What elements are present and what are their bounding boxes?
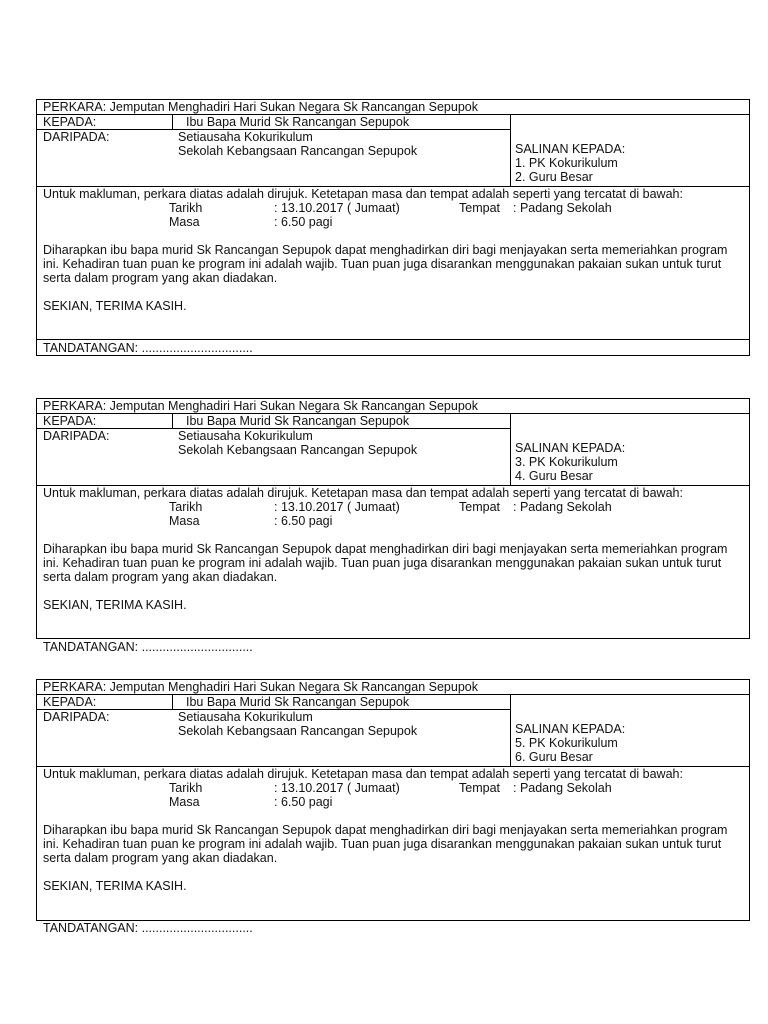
salinan-item-1: 1. PK Kokurikulum [515, 156, 618, 170]
signature-line: TANDATANGAN: ................................ [43, 640, 253, 654]
notice-2 [36, 398, 750, 654]
notice-3 [36, 679, 750, 935]
daripada-label: DARIPADA: [43, 710, 110, 724]
paragraph-line: serta dalam program yang akan diadakan. [43, 271, 278, 285]
notice-body [37, 767, 749, 935]
tarikh-value: : 13.10.2017 ( Jumaat) [274, 500, 400, 514]
body-paragraph [43, 542, 747, 584]
salinan-title: SALINAN KEPADA: [515, 142, 626, 156]
salinan-item-2: 6. Guru Besar [515, 750, 593, 764]
salinan-item-1: 3. PK Kokurikulum [515, 455, 618, 469]
address-block [37, 115, 749, 187]
signature-line: TANDATANGAN: ................................ [43, 341, 253, 355]
salinan-item-1: 5. PK Kokurikulum [515, 736, 618, 750]
tempat-label: Tempat [459, 201, 500, 215]
tarikh-label: Tarikh [169, 781, 203, 795]
body-paragraph [43, 823, 747, 865]
kepada-value: Ibu Bapa Murid Sk Rancangan Sepupok [186, 695, 410, 709]
salinan-title: SALINAN KEPADA: [515, 722, 626, 736]
tempat-label: Tempat [459, 500, 500, 514]
tarikh-value: : 13.10.2017 ( Jumaat) [274, 781, 400, 795]
paragraph-line: ini. Kehadiran tuan puan ke program ini adalah wajib. Tuan puan juga disarankan menggunakan pakaian sukan untuk turut [43, 837, 722, 851]
masa-value: : 6.50 pagi [274, 215, 333, 229]
paragraph-line: Diharapkan ibu bapa murid Sk Rancangan Sepupok dapat menghadirkan diri bagi menjayakan serta memeriahkan program [43, 542, 728, 556]
salinan-item-2: 2. Guru Besar [515, 170, 593, 184]
salinan-block [510, 115, 749, 186]
tarikh-label: Tarikh [169, 201, 203, 215]
kepada-label: KEPADA: [43, 115, 97, 129]
empty-footer-row [37, 339, 749, 355]
salinan-item-2: 4. Guru Besar [515, 469, 593, 483]
daripada-line-2: Sekolah Kebangsaan Rancangan Sepupok [178, 443, 418, 457]
intro-text: Untuk makluman, perkara diatas adalah dirujuk. Ketetapan masa dan tempat adalah seperti yang tercatat di bawah: [43, 767, 683, 781]
tempat-label: Tempat [459, 781, 500, 795]
paragraph-line: Diharapkan ibu bapa murid Sk Rancangan Sepupok dapat menghadirkan diri bagi menjayakan serta memeriahkan program [43, 823, 728, 837]
daripada-line-2: Sekolah Kebangsaan Rancangan Sepupok [178, 144, 418, 158]
intro-text: Untuk makluman, perkara diatas adalah dirujuk. Ketetapan masa dan tempat adalah seperti yang tercatat di bawah: [43, 486, 683, 500]
daripada-line-1: Setiausaha Kokurikulum [178, 130, 313, 144]
intro-text: Untuk makluman, perkara diatas adalah dirujuk. Ketetapan masa dan tempat adalah seperti yang tercatat di bawah: [43, 187, 683, 201]
masa-value: : 6.50 pagi [274, 795, 333, 809]
kepada-label: KEPADA: [43, 414, 97, 428]
daripada-line-1: Setiausaha Kokurikulum [178, 429, 313, 443]
kepada-value: Ibu Bapa Murid Sk Rancangan Sepupok [186, 414, 410, 428]
masa-label: Masa [169, 795, 200, 809]
salinan-title: SALINAN KEPADA: [515, 441, 626, 455]
paragraph-line: ini. Kehadiran tuan puan ke program ini adalah wajib. Tuan puan juga disarankan menggunakan pakaian sukan untuk turut [43, 556, 722, 570]
daripada-line-2: Sekolah Kebangsaan Rancangan Sepupok [178, 724, 418, 738]
paragraph-line: Diharapkan ibu bapa murid Sk Rancangan Sepupok dapat menghadirkan diri bagi menjayakan serta memeriahkan program [43, 243, 728, 257]
daripada-line-1: Setiausaha Kokurikulum [178, 710, 313, 724]
tarikh-value: : 13.10.2017 ( Jumaat) [274, 201, 400, 215]
perkara-line: PERKARA: Jemputan Menghadiri Hari Sukan Negara Sk Rancangan Sepupok [37, 680, 749, 695]
kepada-label: KEPADA: [43, 695, 97, 709]
notice-1 [36, 99, 750, 356]
perkara-line: PERKARA: Jemputan Menghadiri Hari Sukan Negara Sk Rancangan Sepupok [37, 100, 749, 115]
masa-value: : 6.50 pagi [274, 514, 333, 528]
tempat-value: : Padang Sekolah [513, 500, 612, 514]
perkara-line: PERKARA: Jemputan Menghadiri Hari Sukan Negara Sk Rancangan Sepupok [37, 399, 749, 414]
address-block [37, 414, 749, 486]
body-paragraph [43, 243, 747, 285]
paragraph-line: ini. Kehadiran tuan puan ke program ini adalah wajib. Tuan puan juga disarankan menggunakan pakaian sukan untuk turut [43, 257, 722, 271]
masa-label: Masa [169, 215, 200, 229]
salinan-block [510, 695, 749, 766]
closing-text: SEKIAN, TERIMA KASIH. [43, 879, 187, 893]
address-block [37, 695, 749, 767]
signature-line: TANDATANGAN: ................................ [43, 921, 253, 935]
closing-text: SEKIAN, TERIMA KASIH. [43, 299, 187, 313]
masa-label: Masa [169, 514, 200, 528]
tempat-value: : Padang Sekolah [513, 781, 612, 795]
salinan-block [510, 414, 749, 485]
notice-body [37, 187, 749, 355]
daripada-label: DARIPADA: [43, 429, 110, 443]
tarikh-label: Tarikh [169, 500, 203, 514]
notice-body [37, 486, 749, 654]
kepada-value: Ibu Bapa Murid Sk Rancangan Sepupok [186, 115, 410, 129]
daripada-label: DARIPADA: [43, 130, 110, 144]
paragraph-line: serta dalam program yang akan diadakan. [43, 570, 278, 584]
paragraph-line: serta dalam program yang akan diadakan. [43, 851, 278, 865]
closing-text: SEKIAN, TERIMA KASIH. [43, 598, 187, 612]
tempat-value: : Padang Sekolah [513, 201, 612, 215]
